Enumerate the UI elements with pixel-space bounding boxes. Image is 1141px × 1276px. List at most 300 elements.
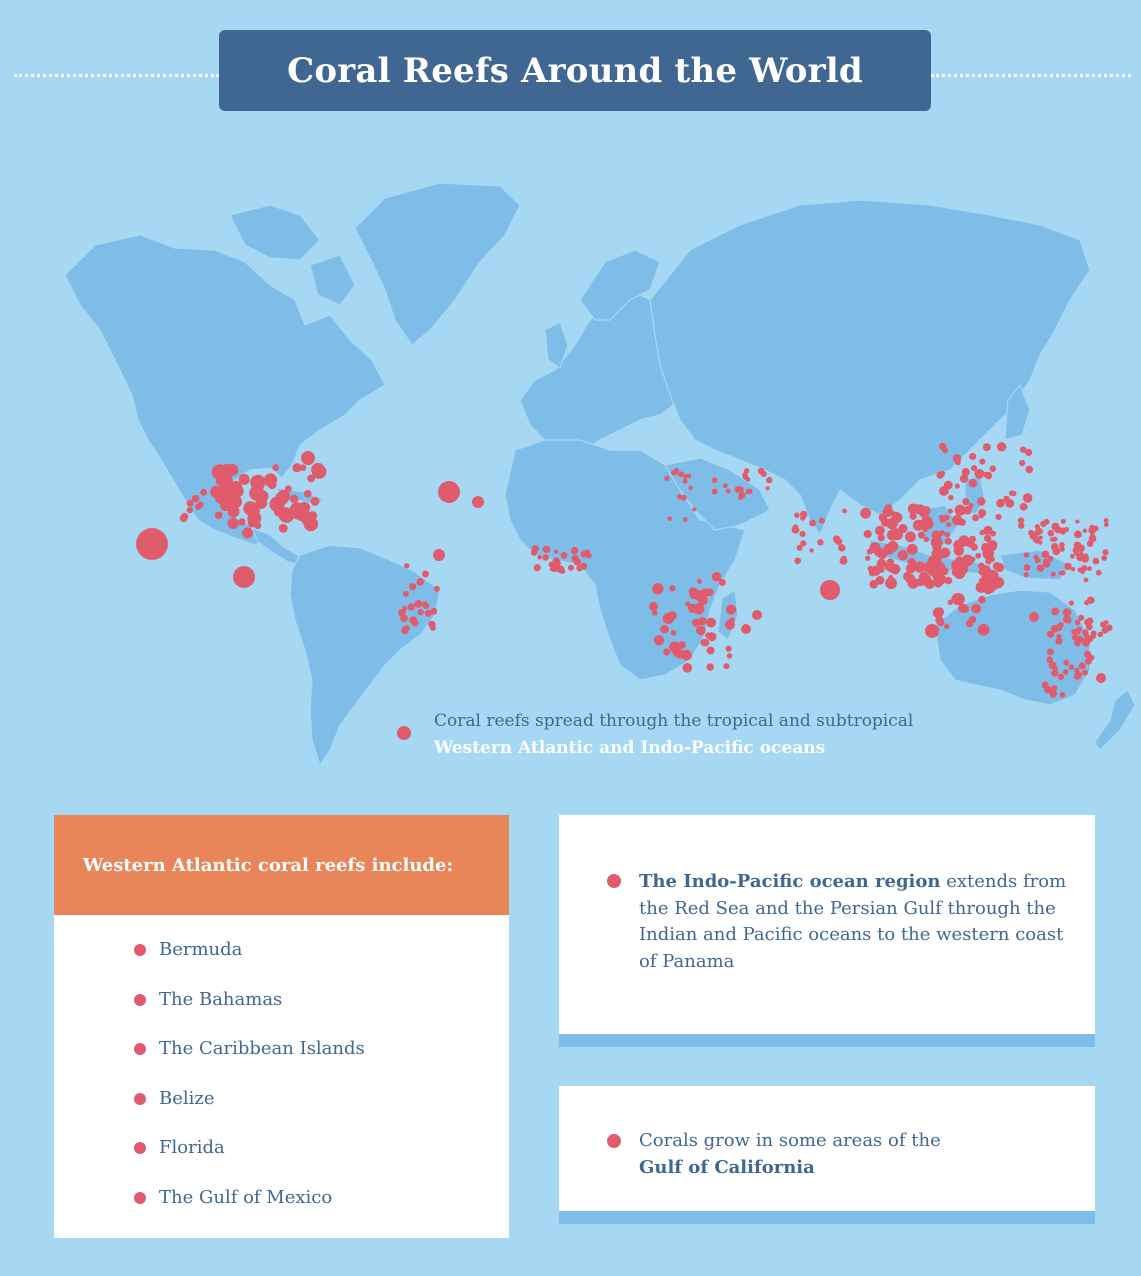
reef-dot <box>692 619 700 627</box>
reef-dot <box>960 474 968 482</box>
reef-dot <box>660 625 669 634</box>
gulf-california-plain: Corals grow in some areas of the <box>639 1130 941 1151</box>
reef-dot <box>200 489 207 496</box>
reef-dot <box>1047 556 1053 562</box>
reef-dot <box>766 477 772 483</box>
list-item <box>134 1088 509 1138</box>
list-item-label: The Gulf of Mexico <box>159 1186 333 1208</box>
reef-dot <box>914 504 923 513</box>
reef-dot <box>295 507 309 521</box>
legend-line1: Coral reefs spread through the tropical and subtropical <box>434 711 914 731</box>
reef-dot <box>1082 670 1088 676</box>
list-item <box>134 1187 509 1237</box>
reef-dot <box>800 511 807 518</box>
reef-dot <box>885 577 897 589</box>
reef-dot <box>1033 536 1040 543</box>
reef-dot <box>794 557 801 564</box>
reef-dot <box>652 583 663 594</box>
reef-dot <box>885 504 893 512</box>
reef-dot <box>1051 607 1059 615</box>
reef-dot <box>1102 627 1109 634</box>
reef-dot <box>958 535 969 546</box>
reef-dot <box>1084 636 1089 641</box>
reef-dot <box>954 546 964 556</box>
reef-dot <box>1084 651 1091 658</box>
page-title: Coral Reefs Around the World <box>287 50 863 91</box>
reef-dot <box>948 495 953 500</box>
reef-dot <box>800 531 806 537</box>
reef-dot <box>422 571 429 578</box>
reef-dot <box>993 577 1004 588</box>
reef-dot <box>978 509 986 517</box>
reef-dot <box>742 472 748 478</box>
reef-dot <box>434 586 440 592</box>
reef-dot <box>581 551 588 558</box>
reef-dot <box>1011 491 1017 497</box>
reef-dot <box>738 493 742 497</box>
reef-dot <box>983 526 992 535</box>
reef-dot <box>1064 527 1069 532</box>
reef-dot <box>707 632 716 641</box>
reef-dot <box>707 646 715 654</box>
reef-dot <box>1102 549 1108 555</box>
reef-dot <box>948 599 953 604</box>
reef-dot <box>187 507 193 513</box>
reef-dot <box>906 564 916 574</box>
indo-pacific-card <box>559 815 1095 1047</box>
reef-dot <box>272 464 279 471</box>
reef-dot <box>682 479 687 484</box>
indo-pacific-bold: The Indo-Pacific ocean region <box>639 871 941 892</box>
reef-dot <box>996 499 1005 508</box>
reef-dot <box>766 486 770 490</box>
reef-dot <box>668 611 677 620</box>
reef-dot <box>1034 529 1041 536</box>
bullet-dot-icon <box>134 1093 146 1105</box>
reef-dot <box>1104 522 1109 527</box>
reef-dot <box>1096 673 1106 683</box>
reef-dot <box>1038 540 1042 544</box>
reef-dot <box>301 451 315 465</box>
reef-dot <box>952 515 962 525</box>
reef-dot <box>887 541 898 552</box>
reef-dot <box>909 513 916 520</box>
title-banner <box>219 30 931 111</box>
reef-dot <box>918 532 925 539</box>
reef-dot <box>887 529 898 540</box>
reef-dot <box>962 498 969 505</box>
reef-dot <box>438 481 460 503</box>
reef-dot <box>969 616 976 623</box>
reef-dot <box>712 572 722 582</box>
central-america <box>252 528 300 565</box>
reef-dot <box>689 587 698 596</box>
reef-dot <box>1024 564 1031 571</box>
reef-dot <box>1087 566 1092 571</box>
reef-dot <box>936 472 943 479</box>
reef-dot <box>683 663 693 673</box>
reef-dot <box>758 468 765 475</box>
reef-dot <box>934 627 939 632</box>
reef-dot <box>250 475 265 490</box>
reef-dot <box>979 458 985 464</box>
reef-dot <box>867 548 873 554</box>
reef-dot <box>1069 664 1075 670</box>
reef-dot <box>1074 530 1082 538</box>
list-item <box>134 1137 509 1187</box>
reef-dot <box>1098 632 1103 637</box>
reef-dot <box>1084 577 1089 582</box>
reef-dot <box>948 509 953 514</box>
reef-dot <box>727 653 733 659</box>
reef-dot <box>820 580 840 600</box>
reef-dot <box>977 497 986 506</box>
reef-dot <box>568 565 574 571</box>
reef-dot <box>136 528 168 560</box>
reef-dot <box>671 630 677 636</box>
reef-dot <box>242 528 253 539</box>
reef-dot <box>746 490 750 494</box>
reef-dot <box>706 618 716 628</box>
reef-dot <box>403 591 409 597</box>
reef-dot <box>307 474 315 482</box>
reef-dot <box>800 540 806 546</box>
reef-dot <box>712 477 718 483</box>
reef-dot <box>840 557 848 565</box>
gulf-california-text <box>639 1128 959 1181</box>
reef-dot <box>726 646 732 652</box>
reef-dot <box>403 625 409 631</box>
reef-dot <box>1058 571 1062 575</box>
reef-dot <box>683 517 688 522</box>
reef-dot <box>1020 503 1028 511</box>
reef-dot <box>398 609 406 617</box>
reef-dot <box>1051 670 1058 677</box>
reef-dot <box>939 515 944 520</box>
reef-dot <box>534 564 541 571</box>
reef-dot <box>993 562 1001 570</box>
reef-dot <box>187 500 194 507</box>
bullet-dot-icon <box>134 1043 146 1055</box>
world-map <box>0 150 1141 770</box>
reef-dot <box>723 483 728 488</box>
reef-dot <box>269 497 284 512</box>
reef-dot <box>1055 637 1062 644</box>
reef-dot <box>997 442 1006 451</box>
reef-dot <box>1083 529 1087 533</box>
title-divider-right <box>931 74 1131 77</box>
reef-dot <box>238 518 245 525</box>
reef-dot <box>723 663 729 669</box>
reef-dot <box>725 620 735 630</box>
reef-dot <box>233 566 255 588</box>
reef-dot <box>726 489 731 494</box>
reef-dot <box>969 453 976 460</box>
reef-dot <box>924 537 930 543</box>
reef-dot <box>215 511 223 519</box>
reef-dot <box>1104 518 1109 523</box>
reef-dot <box>1018 517 1024 523</box>
reef-dot <box>1101 555 1107 561</box>
reef-dot <box>969 479 978 488</box>
reef-dot <box>978 624 990 636</box>
bullet-dot-icon <box>134 994 146 1006</box>
reef-dot <box>548 562 554 568</box>
reef-dot <box>942 447 948 453</box>
reef-dot <box>878 534 885 541</box>
reef-dot <box>838 544 845 551</box>
reef-dot <box>1087 617 1094 624</box>
reef-dot <box>1104 620 1109 625</box>
reef-dot <box>572 555 579 562</box>
reef-dot <box>409 583 416 590</box>
legend-dot-icon <box>397 726 411 740</box>
reef-dot <box>1040 521 1046 527</box>
reef-dot <box>1051 572 1056 577</box>
reef-dot <box>955 484 960 489</box>
reef-dot <box>891 512 901 522</box>
reef-dot <box>819 518 825 524</box>
reef-dot <box>542 554 549 561</box>
reef-dot <box>920 574 931 585</box>
reef-dot <box>985 558 992 565</box>
reef-dot <box>907 544 918 555</box>
reef-dot <box>554 550 558 554</box>
reef-dot <box>1070 554 1075 559</box>
reef-dot <box>1060 692 1066 698</box>
reef-dot <box>1075 620 1080 625</box>
reef-dot <box>937 563 946 572</box>
reef-dot <box>953 454 961 462</box>
reef-dot <box>1072 634 1078 640</box>
reef-dot <box>794 512 800 518</box>
reef-dot <box>975 553 981 559</box>
reef-dot <box>669 585 675 591</box>
reef-dot <box>542 546 547 551</box>
reef-dot <box>1042 681 1049 688</box>
reef-dot <box>649 602 658 611</box>
reef-dot <box>228 506 240 518</box>
reef-dot <box>681 495 687 501</box>
reef-dot <box>1064 563 1071 570</box>
reef-dot <box>983 443 991 451</box>
reef-dot <box>279 524 288 533</box>
reef-dot <box>945 538 952 545</box>
reef-dot <box>933 607 944 618</box>
reef-dot <box>1050 537 1055 542</box>
reef-dot <box>688 486 692 490</box>
reef-dot <box>311 463 325 477</box>
reef-dot <box>955 505 966 516</box>
reef-dot <box>433 549 445 561</box>
reef-dot <box>955 556 963 564</box>
reef-dot <box>1063 669 1069 675</box>
reef-dot <box>738 486 744 492</box>
reef-dot <box>264 473 277 486</box>
reef-dot <box>667 516 672 521</box>
title-divider-left <box>14 74 219 77</box>
reef-dot <box>1035 524 1040 529</box>
reef-dot <box>1020 446 1026 452</box>
reef-dot <box>937 619 944 626</box>
reef-dot <box>1063 660 1069 666</box>
reef-dot <box>726 605 736 615</box>
western-atlantic-list <box>54 915 509 1237</box>
reef-dot <box>696 626 706 636</box>
reef-dot <box>1033 555 1038 560</box>
reef-dot <box>1069 600 1074 605</box>
reef-dot <box>404 563 409 568</box>
reef-dot <box>1051 543 1059 551</box>
list-item-label: Bermuda <box>159 939 243 960</box>
reef-dot <box>864 530 872 538</box>
reef-dot <box>311 497 320 506</box>
list-item-label: Belize <box>159 1087 215 1109</box>
reef-dot <box>686 474 691 479</box>
reef-dot <box>933 578 943 588</box>
new-zealand <box>1095 690 1135 750</box>
reef-dot <box>983 472 989 478</box>
reef-dot <box>1029 612 1039 622</box>
reef-dot <box>1087 597 1094 604</box>
reef-dot <box>978 568 985 575</box>
reef-dot <box>1078 615 1084 621</box>
reef-dot <box>1063 615 1071 623</box>
reef-dot <box>995 514 1001 520</box>
reef-dot <box>1093 526 1099 532</box>
reef-dot <box>472 496 484 508</box>
reef-dot <box>1073 547 1080 554</box>
reef-dot <box>944 481 953 490</box>
reef-dot <box>868 566 874 572</box>
reef-dot <box>940 548 950 558</box>
reef-dot <box>216 478 223 485</box>
reef-dot <box>944 624 949 629</box>
reef-dot <box>746 477 751 482</box>
reef-dot <box>707 663 714 670</box>
reef-dot <box>557 565 565 573</box>
reef-dot <box>1048 530 1055 537</box>
reef-dot <box>571 547 579 555</box>
reef-dot <box>792 526 800 534</box>
reef-dot <box>946 522 951 527</box>
reef-dot <box>1061 519 1066 524</box>
reef-dot <box>884 562 892 570</box>
list-item-label: Florida <box>159 1137 225 1159</box>
reef-dot <box>1058 622 1064 628</box>
reef-dot <box>702 639 710 647</box>
reef-dot <box>688 604 697 613</box>
reef-dot <box>875 526 885 536</box>
reef-dot <box>917 521 925 529</box>
reef-dot <box>1059 546 1064 551</box>
legend-line2: Western Atlantic and Indo-Pacific oceans <box>434 738 826 758</box>
reef-dot <box>220 464 233 477</box>
reef-dot <box>678 641 686 649</box>
reef-dot <box>1096 570 1102 576</box>
reef-dot <box>1051 523 1059 531</box>
reef-dot <box>251 506 260 515</box>
reef-dot <box>953 593 965 605</box>
reef-dot <box>531 549 537 555</box>
reef-dot <box>712 488 718 494</box>
arctic-islands-2 <box>310 255 355 305</box>
reef-dot <box>678 471 684 477</box>
reef-dot <box>285 485 292 492</box>
reef-dot <box>876 576 885 585</box>
reef-dot <box>697 579 702 584</box>
indo-pacific-text <box>639 869 1079 975</box>
reef-dot <box>1092 558 1099 565</box>
reef-dot <box>1063 608 1071 616</box>
reef-dot <box>681 650 692 661</box>
reef-dot <box>860 508 871 519</box>
reef-dot <box>561 552 568 559</box>
reef-dot <box>898 550 909 561</box>
list-item-label: The Bahamas <box>159 988 283 1010</box>
reef-dot <box>550 567 554 571</box>
reef-dot <box>580 563 587 570</box>
gulf-california-bold: Gulf of California <box>639 1156 815 1178</box>
reef-dot <box>692 507 696 511</box>
reef-dot <box>1026 466 1034 474</box>
reef-dot <box>1024 572 1029 577</box>
reef-dot <box>752 610 762 620</box>
reef-dot <box>1023 493 1033 503</box>
reef-dot <box>290 495 299 504</box>
reef-dot <box>1019 460 1025 466</box>
reef-dot <box>984 535 991 542</box>
list-item <box>134 1038 509 1088</box>
bullet-dot-icon <box>607 874 621 888</box>
reef-dot <box>972 514 979 521</box>
reef-dot <box>1024 552 1030 558</box>
western-atlantic-heading: Western Atlantic coral reefs include: <box>54 815 509 915</box>
reef-dot <box>425 610 432 617</box>
reef-dot <box>1037 564 1044 571</box>
reef-dot <box>308 511 317 520</box>
reef-dot <box>741 624 751 634</box>
reef-dot <box>1043 558 1048 563</box>
reef-dot <box>971 604 981 614</box>
reef-dot <box>654 635 664 645</box>
list-item <box>134 939 509 989</box>
reef-dot <box>664 476 669 481</box>
reef-dot <box>969 536 976 543</box>
reef-dot <box>210 486 222 498</box>
madagascar <box>718 590 738 640</box>
reef-dot <box>978 596 986 604</box>
reef-dot <box>192 495 200 503</box>
reef-dot <box>422 601 428 607</box>
bullet-dot-icon <box>134 1142 146 1154</box>
bullet-dot-icon <box>134 1192 146 1204</box>
reef-dot <box>974 469 984 479</box>
reef-dot <box>1046 656 1053 663</box>
legend-text <box>434 708 997 762</box>
new-guinea <box>1000 550 1070 580</box>
reef-dot <box>1051 685 1057 691</box>
reef-dot <box>945 577 953 585</box>
reef-dot <box>881 518 890 527</box>
reef-dot <box>300 464 307 471</box>
gulf-california-card <box>559 1086 1095 1224</box>
reef-dot <box>180 514 188 522</box>
reef-dot <box>809 520 816 527</box>
reef-dot <box>989 465 996 472</box>
reef-dot <box>663 649 670 656</box>
reef-dot <box>1058 674 1064 680</box>
